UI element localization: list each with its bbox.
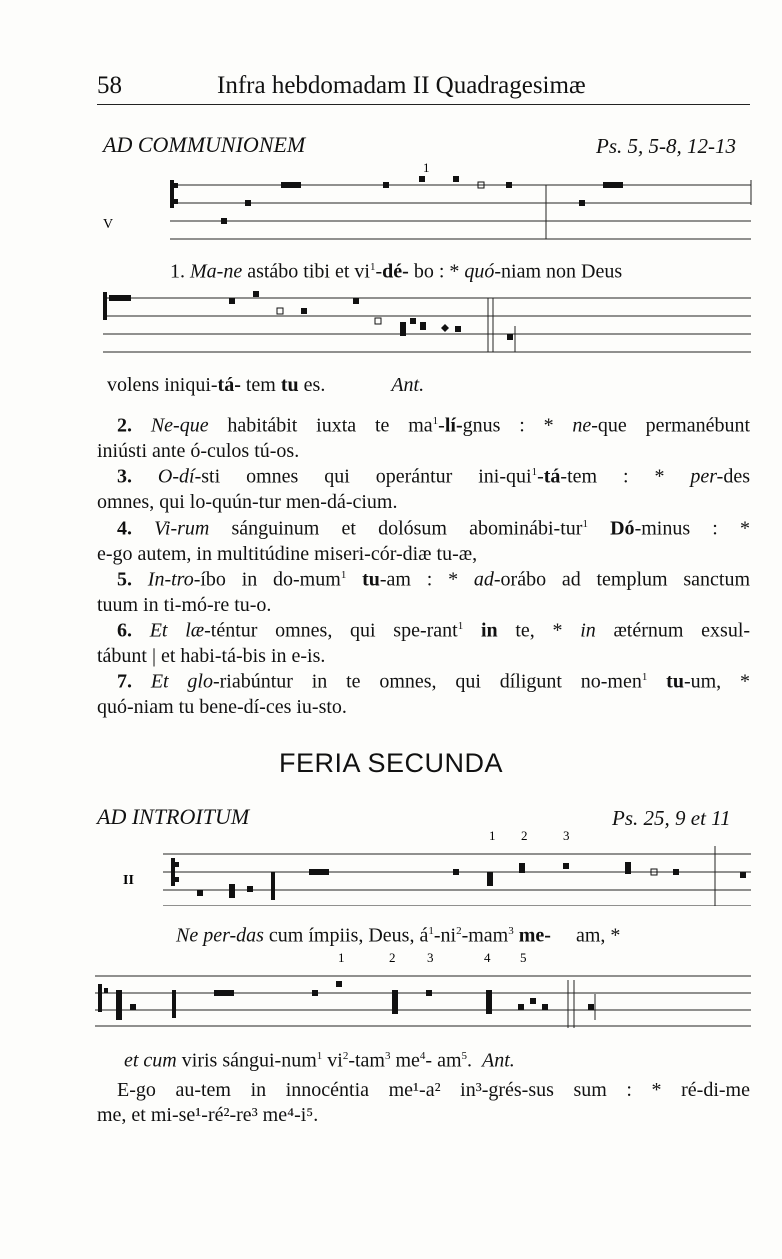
introit-psalm-verse: E-go au-tem in innocéntia me¹-a² in³-grés-sus sum : * ré-di-me me, et mi-se¹-ré²-re³ me⁴-i⁵. [97, 1079, 750, 1126]
communion-verse-2: 2. Ne-que habitábit iuxta te $ma^1-lí$-gnus : * ne-que permanébunt iniústi ante ó-culos tú-os. [97, 414, 751, 462]
communion-staff-2 [95, 288, 755, 358]
introit-text-line-2: et cum viris sángui-num$^1$ $vi^2-tam^3$ $me^4-$ $am^5$. Ant. [124, 1049, 515, 1072]
svg-text:3: 3 [563, 828, 570, 843]
communion-verse-3: 3. O-dí-sti omnes qui operántur ini-qui$^1$-tá-tem : * per-des omnes, qui lo-quún-tur men-dá-cium. [97, 465, 750, 513]
neume-group [281, 182, 301, 188]
communion-verse-1-line-2: volens iniqui-tá- tem tu es. Ant. [107, 374, 425, 396]
introit-staff-2 [90, 948, 755, 1030]
svg-text:4: 4 [484, 950, 491, 965]
mode-label: II [123, 873, 134, 888]
svg-text:5: 5 [520, 950, 527, 965]
communion-verse-1-line-1: 1. Ma-ne astábo tibi et $vi^1-dé-$ bo : * quó-niam non Deus [170, 260, 623, 283]
num: 1. [170, 260, 190, 283]
communion-verse-7: 7. Et glo-riabúntur in te omnes, qui díligunt no-men$^1$ tu-um, * quó-niam tu bene-dí-ces iu-sto. [97, 670, 750, 718]
communion-psalm-ref: Ps. 5, 5-8, 12-13 [596, 134, 736, 158]
introit-heading: AD INTROITUM [97, 804, 250, 829]
accent-mark: 1 [423, 160, 430, 175]
introit-text-line-1: Ne per-das cum ímpiis, Deus, $á^1-ni^2-mam^3$ me- am, * [176, 924, 621, 947]
communion-heading: AD COMMUNIONEM [103, 132, 306, 157]
introit-psalm-ref: Ps. 25, 9 et 11 [612, 806, 731, 830]
svg-text:3: 3 [427, 950, 434, 965]
introit-staff-1 [95, 826, 755, 906]
page-number: 58 [97, 72, 122, 99]
communion-staff-1 [95, 160, 755, 245]
section-title: FERIA SECUNDA [278, 748, 504, 778]
running-title: Infra hebdomadam II Quadragesimæ [217, 72, 586, 99]
clef-icon [170, 180, 174, 208]
svg-text:2: 2 [389, 950, 396, 965]
communion-verse-5: 5. In-tro-íbo in do-mum$^1$ tu-am : * ad-orábo ad templum sanctum tuum in ti-mó-re tu-o. [97, 568, 751, 616]
svg-text:1: 1 [338, 950, 345, 965]
communion-verse-4: 4. Vi-rum sánguinum et dolósum abominábi-tur$^1$ Dó-minus : * e-go autem, in multitúdine miseri-cór-diæ tu-æ, [97, 517, 751, 565]
svg-text:2: 2 [521, 828, 528, 843]
header-rule [97, 104, 750, 105]
communion-verse-6: 6. Et læ-téntur omnes, qui spe-rant$^1$ in te, * in ætérnum exsul- tábunt | et habi-tá-bis in e-is. [97, 619, 751, 667]
svg-text:1: 1 [489, 828, 496, 843]
mode-label: V [103, 217, 114, 232]
